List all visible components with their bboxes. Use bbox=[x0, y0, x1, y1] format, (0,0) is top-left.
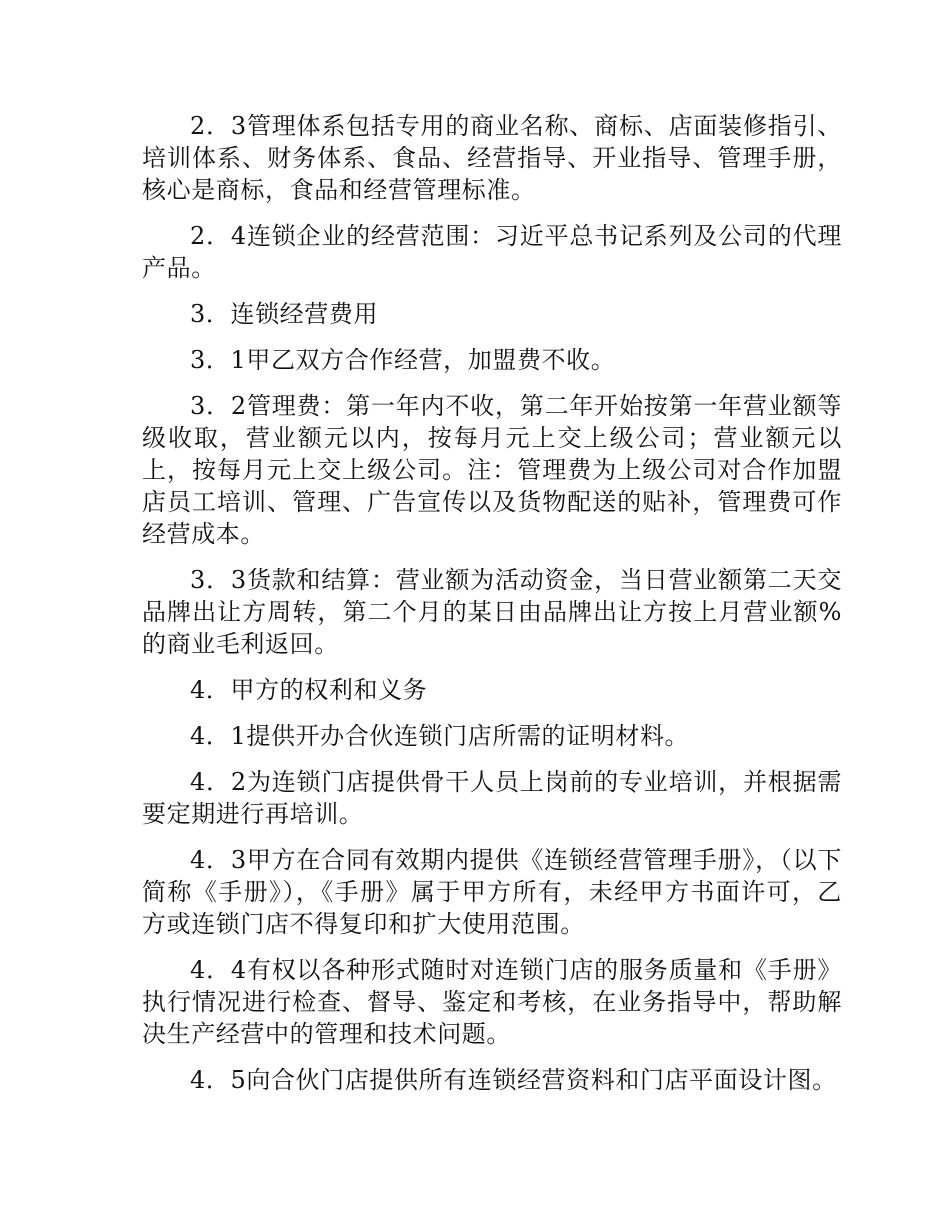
section-heading-3: 3．连锁经营费用 bbox=[190, 300, 379, 328]
paragraph-2-4: 2．4连锁企业的经营范围：习近平总书记系列及公司的代理产品。 bbox=[142, 222, 842, 282]
paragraph-3-1: 3．1甲乙双方合作经营，加盟费不收。 bbox=[190, 346, 616, 374]
paragraph-4-5: 4．5向合伙门店提供所有连锁经营资料和门店平面设计图。 bbox=[190, 1066, 837, 1094]
paragraph-3-2: 3．2管理费：第一年内不收，第二年开始按第一年营业额等级收取，营业额元以内，按每月元上交上级公司；营业额元以上，按每月元上交上级公司。注：管理费为上级公司对合作加盟店员工培训、管理、广告宣传以及货物配送的贴补，管理费可作经营成本。 bbox=[142, 392, 842, 548]
paragraph-4-2: 4．2为连锁门店提供骨干人员上岗前的专业培训，并根据需要定期进行再培训。 bbox=[142, 768, 842, 828]
paragraph-4-4: 4．4有权以各种形式随时对连锁门店的服务质量和《手册》执行情况进行检查、督导、鉴定和考核，在业务指导中，帮助解决生产经营中的管理和技术问题。 bbox=[142, 956, 842, 1048]
paragraph-4-1: 4．1提供开办合伙连锁门店所需的证明材料。 bbox=[190, 722, 690, 750]
paragraph-2-3: 2．3管理体系包括专用的商业名称、商标、店面装修指引、培训体系、财务体系、食品、经营指导、开业指导、管理手册，核心是商标，食品和经营管理标准。 bbox=[142, 112, 842, 204]
paragraph-3-3: 3．3货款和结算：营业额为活动资金，当日营业额第二天交品牌出让方周转，第二个月的某日由品牌出让方按上月营业额%的商业毛利返回。 bbox=[142, 566, 842, 658]
paragraph-4-3: 4．3甲方在合同有效期内提供《连锁经营管理手册》，（以下简称《手册》），《手册》属于甲方所有，未经甲方书面许可，乙方或连锁门店不得复印和扩大使用范围。 bbox=[142, 846, 842, 938]
document-body bbox=[142, 110, 842, 1110]
section-heading-4: 4．甲方的权利和义务 bbox=[190, 676, 428, 704]
